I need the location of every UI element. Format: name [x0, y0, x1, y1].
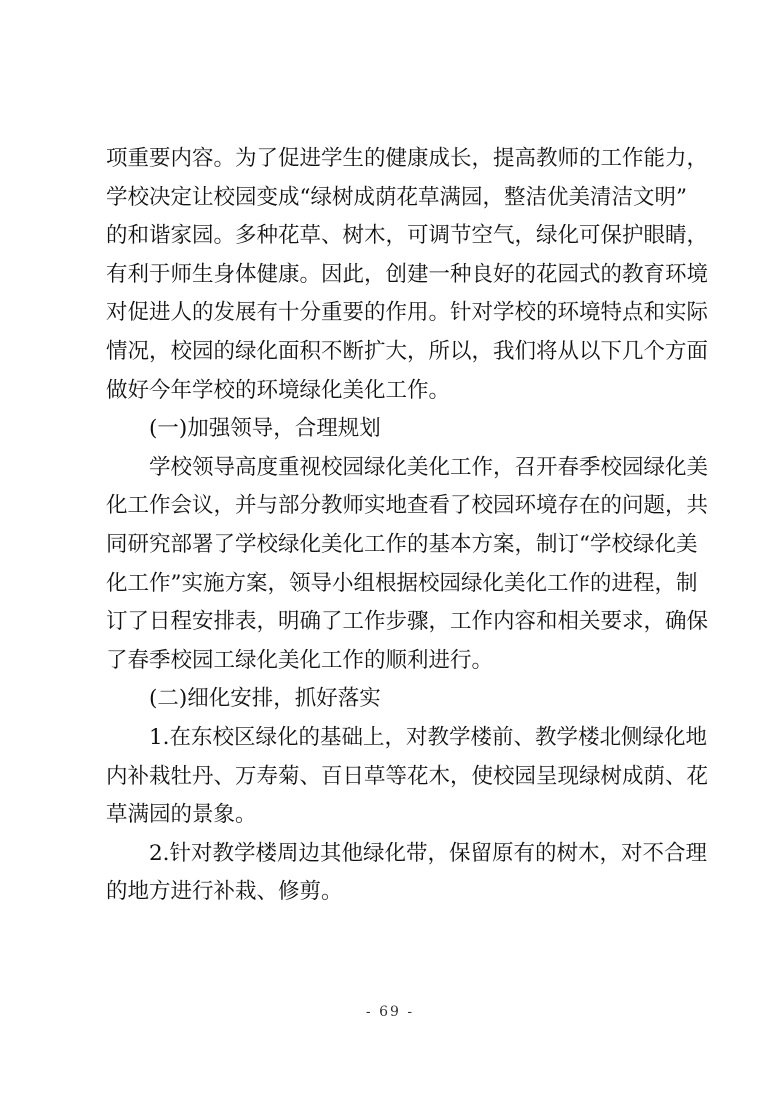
text-line: 化工作”实施方案，领导小组根据校园绿化美化工作的进程，制	[106, 570, 698, 596]
section-heading: (一)加强领导，合理规划	[149, 416, 381, 442]
text-line: 草满园的景象。	[106, 802, 257, 828]
document-body	[106, 140, 709, 912]
text-line: 对促进人的发展有十分重要的作用。针对学校的环境特点和实际	[106, 300, 709, 326]
text-line: 学校决定让校园变成“绿树成荫花草满园，整洁优美清洁文明”	[106, 184, 687, 210]
text-line: 2.针对教学楼周边其他绿化带，保留原有的树木，对不合理	[149, 840, 708, 866]
page-number: - 69 -	[365, 1004, 415, 1020]
text-line: 内补栽牡丹、万寿菊、百日草等花木，使校园呈现绿树成荫、花	[106, 763, 709, 789]
text-line: 有利于师生身体健康。因此，创建一种良好的花园式的教育环境	[106, 261, 709, 287]
section-heading: (二)细化安排，抓好落实	[149, 686, 381, 712]
text-line: 订了日程安排表，明确了工作步骤，工作内容和相关要求，确保	[106, 609, 709, 635]
text-line: 项重要内容。为了促进学生的健康成长，提高教师的工作能力，	[106, 146, 709, 171]
text-line: 同研究部署了学校绿化美化工作的基本方案，制订“学校绿化美	[106, 531, 698, 557]
text-line: 1.在东校区绿化的基础上，对教学楼前、教学楼北侧绿化地	[149, 724, 708, 750]
text-line: 了春季校园工绿化美化工作的顺利进行。	[106, 647, 494, 673]
text-line: 做好今年学校的环境绿化美化工作。	[106, 377, 451, 403]
text-line: 情况，校园的绿化面积不断扩大，所以，我们将从以下几个方面	[106, 338, 709, 364]
text-line: 的和谐家园。多种花草、树木，可调节空气，绿化可保护眼睛，	[106, 223, 709, 249]
text-line: 学校领导高度重视校园绿化美化工作，召开春季校园绿化美	[149, 454, 709, 480]
text-line: 的地方进行补栽、修剪。	[106, 879, 343, 905]
text-line: 化工作会议，并与部分教师实地查看了校园环境存在的问题，共	[106, 493, 709, 519]
